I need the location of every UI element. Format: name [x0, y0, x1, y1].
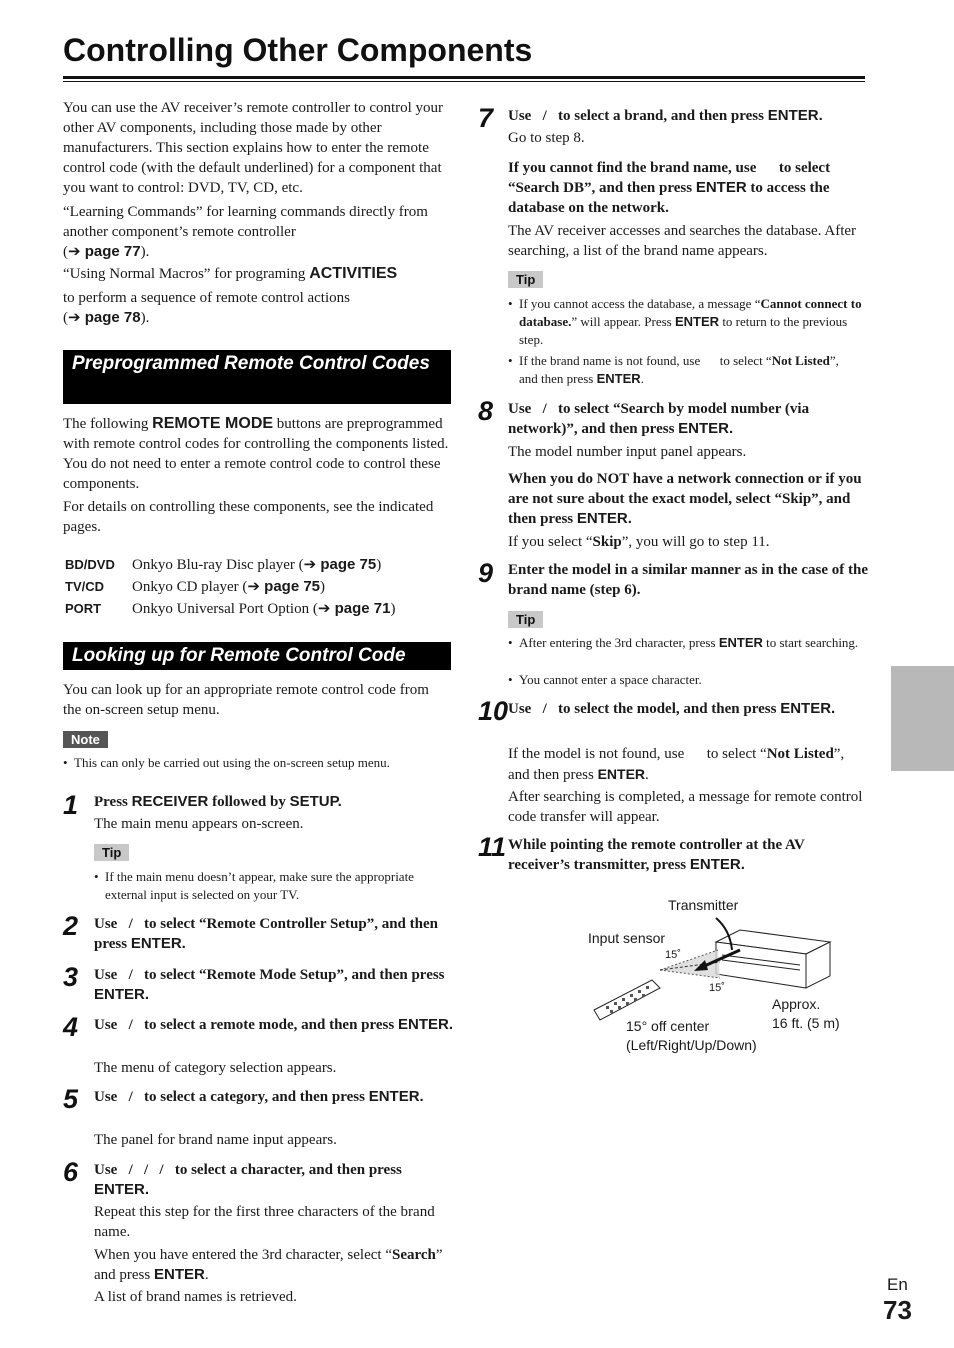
- enter-button-label: ENTER.: [94, 986, 150, 1003]
- figure-offcenter: 15° off center (Left/Right/Up/Down): [626, 1018, 757, 1053]
- step-10-body1: If the model is not found, use to select “Not Listed”, and then press ENTER.: [508, 746, 848, 783]
- enter-button-label: ENTER.: [576, 510, 632, 527]
- page-title: Controlling Other Components: [63, 32, 533, 68]
- preprogrammed-details: For details on controlling these components, see the indicated pages.: [63, 499, 434, 535]
- intro-learning-text: “Learning Commands” for learning commands directly from another component’s remote controller: [63, 204, 428, 240]
- enter-button-label: ENTER: [675, 314, 720, 329]
- step-number-5: 5: [63, 1084, 79, 1114]
- intro-learning: “Learning Commands” for learning commands directly from another component’s remote controller (➔ page 77).: [63, 204, 428, 260]
- page-number: 73: [883, 1295, 912, 1325]
- enter-button-label: ENTER.: [368, 1088, 424, 1105]
- step-1-body: The main menu appears on-screen.: [94, 816, 304, 832]
- mode-tv-cd: TV/CD: [65, 579, 104, 594]
- enter-button-label: ENTER.: [130, 935, 186, 952]
- step-number-1: 1: [63, 790, 79, 820]
- page-ref-71[interactable]: page 71: [334, 600, 391, 617]
- figure-distance: Approx. 16 ft. (5 m): [772, 996, 840, 1031]
- step-number-9: 9: [478, 558, 494, 588]
- enter-button-label: ENTER.: [678, 420, 734, 437]
- step-11-heading: While pointing the remote controller at the AV receiver’s transmitter, press ENTER.: [508, 837, 805, 873]
- step-7-tip1: • If you cannot access the database, a message “Cannot connect to database.” will appear. Press ENTER to return to the previous step.: [519, 295, 869, 349]
- step-number-8: 8: [478, 396, 494, 426]
- mode-port-desc: Onkyo Universal Port Option (➔ page 71): [132, 600, 396, 617]
- av-receiver-icon: [716, 930, 830, 988]
- preprogrammed-paragraph: [63, 414, 453, 494]
- enter-button-label: ENTER: [154, 1266, 205, 1283]
- step-8-subheading: When you do NOT have a network connection or if you are not sure about the exact model, select “Skip”, and then press ENTER.: [508, 471, 862, 527]
- step-9-tip2: • You cannot enter a space character.: [519, 671, 864, 689]
- enter-button-label: ENTER: [695, 179, 747, 196]
- step-number-3: 3: [63, 962, 79, 992]
- step-7-heading: Use / to select a brand, and then press ENTER.: [508, 107, 823, 124]
- step-5-heading: Use / to select a category, and then press ENTER.: [94, 1088, 424, 1105]
- step-10-body2: After searching is completed, a message for remote control code transfer will appear.: [508, 789, 863, 825]
- step-7-body2: The AV receiver accesses and searches the database. After searching, a list of the brand name appears.: [508, 223, 857, 259]
- step-6-heading: Use / / / to select a character, and then press ENTER.: [94, 1162, 402, 1198]
- step-1-tip: • If the main menu doesn’t appear, make sure the appropriate external input is selected on your TV.: [105, 868, 455, 904]
- enter-button-label: ENTER: [718, 635, 763, 650]
- page-ref-78[interactable]: page 78: [84, 309, 141, 326]
- step-8-heading: Use / to select “Search by model number (via network)”, and then press ENTER.: [508, 401, 813, 437]
- preprog-text-a: The following: [63, 416, 149, 432]
- intro-macros-text: “Using Normal Macros” for programing: [63, 266, 306, 282]
- mode-tv-cd-desc: Onkyo CD player (➔ page 75): [132, 578, 326, 595]
- mode-bd-dvd: BD/DVD: [65, 557, 115, 572]
- step-number-10: 10: [478, 696, 509, 726]
- enter-button-label: ENTER: [597, 766, 646, 782]
- mode-port: PORT: [65, 601, 102, 616]
- title-rule: [63, 76, 865, 79]
- page-ref-77[interactable]: page 77: [84, 243, 141, 260]
- note-badge: Note: [63, 731, 108, 748]
- enter-button-label: ENTER.: [397, 1016, 453, 1033]
- step-3-heading: Use / to select “Remote Mode Setup”, and then press ENTER.: [94, 967, 445, 1003]
- intro-paragraph: [63, 98, 453, 198]
- step-9-tip1: • After entering the 3rd character, press ENTER to start searching.: [519, 634, 864, 652]
- setup-button-label: SETUP.: [289, 793, 342, 810]
- step-8-body2: If you select “Skip”, you will go to step 11.: [508, 534, 770, 550]
- section-heading-preprogrammed: Preprogrammed Remote Control Codes: [63, 350, 451, 404]
- activities-button-label: ACTIVITIES: [309, 265, 398, 282]
- title-rule-thin: [63, 81, 865, 82]
- step-number-2: 2: [63, 911, 79, 941]
- step-10-heading: Use / to select the model, and then press ENTER.: [508, 700, 836, 717]
- step-2-heading: Use / to select “Remote Controller Setup”, and then press ENTER.: [94, 916, 442, 952]
- figure-label-transmitter: Transmitter: [668, 897, 739, 913]
- tip-badge-step7: Tip: [508, 271, 543, 288]
- chapter-side-tab: [891, 666, 954, 771]
- intro-macros-text2: to perform a sequence of remote control actions: [63, 290, 350, 306]
- enter-button-label: ENTER.: [767, 107, 823, 124]
- step-4-heading: Use / to select a remote mode, and then press ENTER.: [94, 1016, 453, 1033]
- enter-button-label: ENTER.: [689, 856, 745, 873]
- step-7-subheading: If you cannot find the brand name, use to select “Search DB”, and then press ENTER to access the database on the network.: [508, 160, 834, 216]
- figure-angle-top: 15˚: [665, 949, 681, 961]
- language-label: En: [887, 1275, 908, 1294]
- figure-angle-bottom: 15˚: [709, 982, 725, 994]
- step-6-body2: When you have entered the 3rd character, select “Search” and press ENTER.: [94, 1247, 443, 1283]
- step-number-7: 7: [478, 103, 494, 133]
- mode-bd-dvd-desc: Onkyo Blu-ray Disc player (➔ page 75): [132, 556, 382, 573]
- step-number-4: 4: [63, 1012, 79, 1042]
- step-6-body1: Repeat this step for the first three characters of the brand name.: [94, 1204, 435, 1240]
- remote-mode-label: REMOTE MODE: [152, 415, 274, 432]
- step-7-tip2: • If the brand name is not found, use to select “Not Listed”, and then press ENTER.: [519, 352, 859, 388]
- step-number-11: 11: [478, 832, 507, 862]
- intro-macros: “Using Normal Macros” for programing ACTIVITIES to perform a sequence of remote control actions (➔ page 78).: [63, 265, 398, 326]
- receiver-button-label: RECEIVER: [131, 793, 209, 810]
- figure-label-input-sensor: Input sensor: [588, 930, 666, 946]
- remote-controller-icon: [594, 980, 660, 1020]
- page-ref-75-bd[interactable]: page 75: [320, 556, 377, 573]
- step-1-heading: Press RECEIVER followed by SETUP.: [94, 793, 342, 810]
- step-4-body: The menu of category selection appears.: [94, 1060, 337, 1076]
- intro-text: You can use the AV receiver’s remote controller to control your other AV components, including those made by other manufacturers. This section explains how to enter the remote control code (with the default underlined) for a component that you want to control: DVD, TV, CD, etc.: [63, 100, 444, 196]
- step-number-6: 6: [63, 1157, 79, 1187]
- enter-button-label: ENTER.: [780, 700, 836, 717]
- enter-button-label: ENTER: [596, 371, 641, 386]
- step-9-heading: Enter the model in a similar manner as in the case of the brand name (step 6).: [508, 562, 868, 598]
- step-6-body3: A list of brand names is retrieved.: [94, 1289, 297, 1305]
- step-8-body: The model number input panel appears.: [508, 444, 747, 460]
- note-text: • This can only be carried out using the on-screen setup menu.: [74, 754, 454, 772]
- tip-badge-step1: Tip: [94, 844, 129, 861]
- lookup-paragraph: You can look up for an appropriate remote control code from the on-screen setup menu.: [63, 682, 429, 718]
- section-heading-lookup: Looking up for Remote Control Code: [63, 642, 451, 670]
- tip-badge-step9: Tip: [508, 611, 543, 628]
- step-7-body: Go to step 8.: [508, 130, 585, 146]
- step-5-body: The panel for brand name input appears.: [94, 1132, 337, 1148]
- preprog-text-b: buttons are preprogrammed with remote control codes for controlling the components listed. You do not need to enter a remote control code to control these components.: [63, 416, 449, 492]
- enter-button-label: ENTER.: [94, 1181, 150, 1198]
- page-ref-75-cd[interactable]: page 75: [264, 578, 321, 595]
